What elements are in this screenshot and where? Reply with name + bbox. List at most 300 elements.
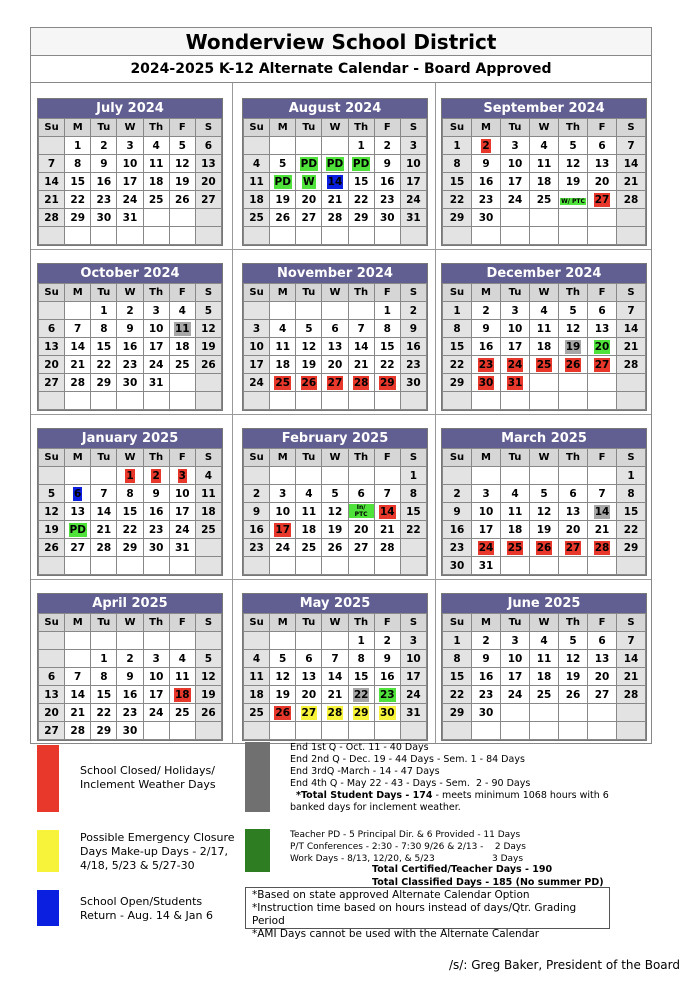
legend-gray-swatch xyxy=(245,742,270,812)
day-red-marked: 24 xyxy=(507,358,523,371)
day-number: 19 xyxy=(201,688,216,701)
day-cell xyxy=(400,137,426,155)
day-number: 13 xyxy=(44,340,59,353)
week-row xyxy=(244,503,427,521)
day-cell xyxy=(91,155,117,173)
weekday-header: S xyxy=(617,449,646,467)
day-number: 29 xyxy=(623,541,639,554)
day-cell xyxy=(588,320,617,338)
day-number: 14 xyxy=(96,505,112,518)
day-number: 10 xyxy=(275,505,291,518)
legend-open: School Open/Students Return - Aug. 14 & Jan 6 xyxy=(80,895,213,922)
day-number: 14 xyxy=(327,670,343,683)
day-number: 21 xyxy=(327,193,343,206)
week-row xyxy=(244,539,427,557)
day-number: 28 xyxy=(623,358,639,371)
day-cell xyxy=(617,137,646,155)
weekday-header: Th xyxy=(348,449,374,467)
weekday-header: Tu xyxy=(296,614,322,632)
day-number: 19 xyxy=(201,340,216,353)
day-number: 4 xyxy=(511,487,519,500)
month-calendar xyxy=(242,263,428,411)
total-student-rest: - meets minimum 1068 hours with 6 banked days for inclement weather. xyxy=(290,790,609,813)
day-number: 14 xyxy=(44,175,59,188)
day-cell xyxy=(195,467,221,485)
week-row xyxy=(39,503,222,521)
divider xyxy=(31,249,651,250)
day-cell xyxy=(400,632,426,650)
day-number: 25 xyxy=(201,523,216,536)
day-number: 8 xyxy=(74,157,82,170)
day-cell xyxy=(443,485,472,503)
day-cell xyxy=(143,503,169,521)
day-cell xyxy=(617,155,646,173)
day-number: 7 xyxy=(74,670,82,683)
day-number: 22 xyxy=(96,358,112,371)
day-number: 15 xyxy=(406,505,421,518)
day-cell xyxy=(117,173,143,191)
day-number: 19 xyxy=(565,670,581,683)
month-calendar xyxy=(441,98,647,246)
day-cell xyxy=(348,539,374,557)
day-cell xyxy=(39,374,65,392)
day-number: 1 xyxy=(100,652,108,665)
day-cell xyxy=(501,155,530,173)
day-number: 8 xyxy=(357,652,365,665)
day-cell xyxy=(244,503,270,521)
day-cell xyxy=(65,356,91,374)
day-number: 20 xyxy=(201,175,216,188)
weekday-header: F xyxy=(169,284,195,302)
empty-cell xyxy=(244,302,270,320)
day-number: 28 xyxy=(96,541,112,554)
day-cell xyxy=(472,356,501,374)
day-cell xyxy=(169,539,195,557)
day-cell xyxy=(501,485,530,503)
day-number: 10 xyxy=(406,652,421,665)
weekday-header: Th xyxy=(143,119,169,137)
day-number: 28 xyxy=(327,211,343,224)
day-number: 3 xyxy=(126,139,134,152)
day-cell xyxy=(400,209,426,227)
day-number: 6 xyxy=(331,322,339,335)
week-row xyxy=(39,467,222,485)
weekday-header: Su xyxy=(39,119,65,137)
day-number: 27 xyxy=(594,688,610,701)
day-number: 9 xyxy=(100,157,108,170)
day-cell xyxy=(270,356,296,374)
day-cell xyxy=(270,521,296,539)
week-row xyxy=(244,557,427,575)
day-cell xyxy=(374,686,400,704)
day-cell xyxy=(270,173,296,191)
divider xyxy=(435,83,436,743)
day-cell xyxy=(322,539,348,557)
day-cell xyxy=(117,209,143,227)
day-cell xyxy=(117,521,143,539)
day-cell xyxy=(501,374,530,392)
day-red-marked: 27 xyxy=(565,541,581,554)
day-cell xyxy=(617,191,646,209)
empty-cell xyxy=(270,557,296,575)
empty-cell xyxy=(39,137,65,155)
week-row xyxy=(443,155,646,173)
divider xyxy=(31,414,651,415)
day-cell xyxy=(195,338,221,356)
weekday-header: Su xyxy=(244,119,270,137)
day-number: 2 xyxy=(100,139,108,152)
day-number: 17 xyxy=(478,523,494,536)
day-cell xyxy=(559,137,588,155)
month-title: June 2025 xyxy=(442,594,646,613)
day-cell xyxy=(296,539,322,557)
day-red-marked: 26 xyxy=(565,358,581,371)
day-cell xyxy=(296,503,322,521)
day-number: 31 xyxy=(122,211,138,224)
empty-cell xyxy=(169,557,195,575)
week-row xyxy=(443,467,646,485)
day-cell xyxy=(91,650,117,668)
empty-cell xyxy=(348,302,374,320)
day-cell xyxy=(39,338,65,356)
day-green-marked: W xyxy=(303,175,315,188)
day-cell xyxy=(322,191,348,209)
day-number: 17 xyxy=(174,505,190,518)
legend-red-swatch xyxy=(37,745,59,812)
day-number: 1 xyxy=(357,634,365,647)
day-number: 20 xyxy=(44,358,59,371)
week-row xyxy=(443,503,646,521)
day-number: 22 xyxy=(449,358,465,371)
weekday-header: S xyxy=(400,284,426,302)
day-number: 21 xyxy=(96,523,112,536)
day-cell xyxy=(443,632,472,650)
empty-cell xyxy=(322,302,348,320)
day-cell xyxy=(117,704,143,722)
day-cell xyxy=(169,668,195,686)
day-cell xyxy=(244,191,270,209)
day-cell xyxy=(270,209,296,227)
day-number: 18 xyxy=(148,175,164,188)
day-cell xyxy=(617,467,646,485)
day-cell xyxy=(374,704,400,722)
day-red-marked: 26 xyxy=(275,706,291,719)
weekday-header: Tu xyxy=(296,284,322,302)
month-title: August 2024 xyxy=(243,99,427,118)
day-cell xyxy=(588,356,617,374)
legend-blue-swatch xyxy=(37,890,59,926)
empty-cell xyxy=(374,467,400,485)
weekday-header: F xyxy=(588,449,617,467)
day-number: 12 xyxy=(536,505,552,518)
weekday-header: Su xyxy=(39,284,65,302)
empty-cell xyxy=(588,392,617,410)
day-number: 17 xyxy=(148,688,164,701)
day-cell xyxy=(530,632,559,650)
week-row xyxy=(244,320,427,338)
week-row xyxy=(39,557,222,575)
day-number: 5 xyxy=(47,487,56,500)
empty-cell xyxy=(501,209,530,227)
week-row xyxy=(443,191,646,209)
empty-cell xyxy=(244,557,270,575)
day-cell xyxy=(472,521,501,539)
empty-cell xyxy=(322,392,348,410)
day-cell xyxy=(169,155,195,173)
day-green-marked: W/ PTC xyxy=(561,197,585,205)
empty-cell xyxy=(195,374,221,392)
day-cell xyxy=(244,209,270,227)
empty-cell xyxy=(117,392,143,410)
weekday-header: S xyxy=(400,119,426,137)
weekday-header: M xyxy=(270,614,296,632)
day-number: 20 xyxy=(301,193,317,206)
day-cell xyxy=(65,173,91,191)
legend-closed: School Closed/ Holidays/ Inclement Weather Days xyxy=(80,764,216,791)
empty-cell xyxy=(322,227,348,245)
day-cell xyxy=(39,356,65,374)
empty-cell xyxy=(443,392,472,410)
day-number: 9 xyxy=(409,322,418,335)
day-cell xyxy=(244,374,270,392)
weekday-header: W xyxy=(530,119,559,137)
page-title: Wonderview School District xyxy=(31,28,651,56)
empty-cell xyxy=(270,632,296,650)
day-number: 8 xyxy=(100,322,108,335)
week-row xyxy=(244,374,427,392)
empty-cell xyxy=(195,632,221,650)
day-number: 16 xyxy=(122,340,138,353)
day-number: 29 xyxy=(449,706,465,719)
day-number: 27 xyxy=(44,724,59,737)
month-grid xyxy=(38,283,222,410)
day-cell xyxy=(195,155,221,173)
day-cell xyxy=(501,668,530,686)
day-number: 31 xyxy=(148,376,164,389)
day-cell xyxy=(472,191,501,209)
day-number: 27 xyxy=(44,376,59,389)
day-cell xyxy=(296,173,322,191)
empty-cell xyxy=(348,227,374,245)
day-cell xyxy=(348,650,374,668)
empty-cell xyxy=(559,722,588,740)
day-number: 11 xyxy=(201,487,216,500)
day-cell xyxy=(322,704,348,722)
day-cell xyxy=(501,320,530,338)
day-cell xyxy=(91,302,117,320)
day-cell xyxy=(117,137,143,155)
month-calendar xyxy=(441,263,647,411)
day-number: 18 xyxy=(249,688,264,701)
day-cell xyxy=(322,155,348,173)
day-cell xyxy=(65,503,91,521)
weekday-header: S xyxy=(617,284,646,302)
month-grid xyxy=(442,448,646,575)
week-row xyxy=(443,722,646,740)
day-number: 13 xyxy=(44,688,59,701)
day-green-marked: PD xyxy=(300,157,318,170)
weekday-header: M xyxy=(472,284,501,302)
day-number: 5 xyxy=(569,304,577,317)
day-cell xyxy=(472,557,501,575)
empty-cell xyxy=(270,722,296,740)
day-number: 9 xyxy=(126,322,134,335)
day-cell xyxy=(530,539,559,557)
empty-cell xyxy=(617,392,646,410)
day-red-marked: 24 xyxy=(478,541,494,554)
day-number: 25 xyxy=(174,358,190,371)
day-cell xyxy=(400,191,426,209)
divider xyxy=(31,579,651,580)
day-cell xyxy=(322,338,348,356)
day-cell xyxy=(559,668,588,686)
empty-cell xyxy=(322,137,348,155)
empty-cell xyxy=(559,704,588,722)
week-row xyxy=(39,338,222,356)
empty-cell xyxy=(169,227,195,245)
day-cell xyxy=(400,356,426,374)
day-number: 3 xyxy=(409,139,418,152)
day-number: 9 xyxy=(482,157,490,170)
day-number: 28 xyxy=(623,193,639,206)
day-cell xyxy=(348,521,374,539)
week-row xyxy=(244,485,427,503)
day-number: 21 xyxy=(353,358,369,371)
day-green-marked: PD xyxy=(326,157,344,170)
day-cell xyxy=(91,356,117,374)
month-calendar xyxy=(37,263,223,411)
day-cell xyxy=(65,155,91,173)
day-number: 7 xyxy=(47,157,56,170)
day-number: 12 xyxy=(201,322,216,335)
day-number: 29 xyxy=(96,724,112,737)
day-cell xyxy=(559,320,588,338)
day-cell xyxy=(143,374,169,392)
day-cell xyxy=(348,173,374,191)
day-cell xyxy=(374,209,400,227)
empty-cell xyxy=(472,227,501,245)
day-number: 19 xyxy=(275,193,291,206)
day-cell xyxy=(348,503,374,521)
day-number: 13 xyxy=(565,505,581,518)
weekday-header: Su xyxy=(443,614,472,632)
week-row xyxy=(39,485,222,503)
day-number: 10 xyxy=(148,670,164,683)
day-number: 8 xyxy=(453,652,461,665)
weekday-header: S xyxy=(400,614,426,632)
day-cell xyxy=(374,539,400,557)
day-cell xyxy=(91,668,117,686)
day-cell xyxy=(530,173,559,191)
day-number: 15 xyxy=(122,505,138,518)
day-number: 21 xyxy=(623,340,639,353)
day-number: 23 xyxy=(122,706,138,719)
empty-cell xyxy=(588,209,617,227)
empty-cell xyxy=(143,557,169,575)
month-title: May 2025 xyxy=(243,594,427,613)
day-green-marked: PD xyxy=(352,157,370,170)
day-number: 9 xyxy=(152,487,160,500)
day-cell xyxy=(617,650,646,668)
weekday-header: Su xyxy=(443,119,472,137)
day-cell xyxy=(296,485,322,503)
day-cell xyxy=(501,650,530,668)
day-number: 20 xyxy=(327,358,343,371)
week-row xyxy=(244,356,427,374)
empty-cell xyxy=(65,632,91,650)
empty-cell xyxy=(588,722,617,740)
day-cell xyxy=(244,338,270,356)
day-cell xyxy=(270,485,296,503)
day-number: 9 xyxy=(126,670,134,683)
day-number: 16 xyxy=(449,523,465,536)
day-number: 8 xyxy=(627,487,635,500)
day-cell xyxy=(374,632,400,650)
day-number: 7 xyxy=(383,487,391,500)
day-number: 2 xyxy=(126,652,134,665)
day-cell xyxy=(117,668,143,686)
day-cell xyxy=(374,668,400,686)
empty-cell xyxy=(530,227,559,245)
day-number: 14 xyxy=(70,340,86,353)
day-number: 16 xyxy=(379,670,395,683)
day-cell xyxy=(443,302,472,320)
day-number: 13 xyxy=(70,505,86,518)
day-cell xyxy=(91,722,117,740)
day-number: 6 xyxy=(357,487,365,500)
day-number: 31 xyxy=(478,559,494,572)
week-row xyxy=(443,374,646,392)
day-cell xyxy=(400,338,426,356)
day-red-marked: 28 xyxy=(594,541,610,554)
day-number: 24 xyxy=(406,193,421,206)
day-cell xyxy=(91,704,117,722)
day-green-marked: In/ PTC xyxy=(349,504,374,518)
day-cell xyxy=(195,668,221,686)
week-row xyxy=(244,668,427,686)
day-cell xyxy=(530,302,559,320)
empty-cell xyxy=(322,632,348,650)
weekday-header: F xyxy=(169,119,195,137)
day-cell xyxy=(472,650,501,668)
day-cell xyxy=(117,467,143,485)
day-number: 8 xyxy=(409,487,418,500)
week-row xyxy=(39,392,222,410)
empty-cell xyxy=(588,467,617,485)
day-cell xyxy=(443,503,472,521)
week-row xyxy=(39,704,222,722)
day-cell xyxy=(270,503,296,521)
day-cell xyxy=(39,668,65,686)
week-row xyxy=(443,173,646,191)
day-cell xyxy=(244,686,270,704)
week-row xyxy=(39,320,222,338)
day-cell xyxy=(39,521,65,539)
day-cell xyxy=(588,137,617,155)
day-red-marked: 27 xyxy=(327,376,343,389)
day-cell xyxy=(374,302,400,320)
day-cell xyxy=(472,485,501,503)
weekday-header: F xyxy=(588,119,617,137)
note: *AMI Days cannot be used with the Alternate Calendar xyxy=(252,928,540,940)
day-number: 15 xyxy=(353,175,369,188)
day-cell xyxy=(117,722,143,740)
empty-cell xyxy=(443,467,472,485)
day-cell xyxy=(348,704,374,722)
empty-cell xyxy=(244,722,270,740)
day-number: 5 xyxy=(204,304,213,317)
weekday-header: Su xyxy=(39,449,65,467)
